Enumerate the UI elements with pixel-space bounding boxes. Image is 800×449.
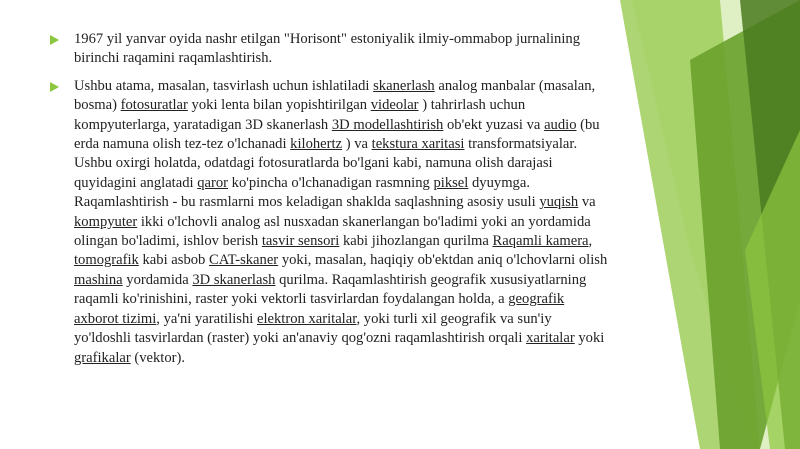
bullet-item [48, 30, 608, 69]
hyperlink[interactable]: xaritalar [526, 330, 575, 347]
text-segment: kabi asbob [138, 252, 209, 269]
text-segment: 1967 yil yanvar oyida nashr etilgan "Horisont" estoniyalik ilmiy-ommabop jurnalining birinchi raqamini raqamlashtirish. [74, 31, 580, 67]
text-segment: , [588, 233, 593, 250]
hyperlink[interactable]: tekstura xaritasi [371, 136, 465, 153]
text-segment: ) va [342, 136, 372, 153]
hyperlink[interactable]: kompyuter [74, 213, 138, 230]
hyperlink[interactable]: 3D modellashtirish [331, 116, 444, 133]
hyperlink[interactable]: piksel [433, 174, 469, 191]
text-segment: , yoki turli xil geografik va sun'iy yo'ldoshli tasvirlardan (raster) yoki an'anaviy qog'ozni raqamlashtirish orqali [74, 310, 552, 347]
hyperlink[interactable]: skanerlash [373, 77, 435, 94]
slide-text-body [48, 30, 608, 376]
text-segment: yordamida [122, 271, 193, 288]
hyperlink[interactable]: Raqamli kamera [492, 233, 589, 250]
text-segment: kabi jihozlangan qurilma [339, 233, 493, 250]
hyperlink[interactable]: geografik axborot tizimi [74, 291, 565, 327]
text-segment: ) tahrirlash uchun kompyuterlarga, yaratadigan 3D skanerlash [74, 97, 526, 133]
hyperlink[interactable]: grafikalar [74, 349, 131, 366]
bullet-text [74, 77, 608, 368]
hyperlink[interactable]: qaror [197, 174, 229, 191]
text-segment: ikki o'lchovli analog asl nusxadan skanerlangan bo'ladimi yoki an yordamida olingan bo'ladimi, ishlov berish [74, 213, 591, 250]
text-segment: analog manbalar (masalan, bosma) [74, 77, 596, 114]
hyperlink[interactable]: tomografik [74, 252, 139, 269]
deco-shape-mid [620, 0, 760, 449]
hyperlink[interactable]: fotosuratlar [120, 97, 188, 114]
text-segment: (bu erda namuna olish tez-tez o'lchanadi [74, 116, 600, 153]
deco-shape-light [632, 0, 800, 449]
text-segment: Ushbu atama, masalan, tasvirlash uchun ishlatiladi [74, 77, 374, 94]
bullet-arrow-icon [50, 82, 59, 92]
text-segment: dyuymga. Raqamlashtirish - bu rasmlarni mos keladigan shaklda saqlashning asosiy usuli [74, 174, 540, 211]
text-segment: yoki lenta bilan yopishtirilgan [187, 97, 371, 114]
hyperlink[interactable]: kilohertz [290, 136, 343, 153]
bullet-item [48, 77, 608, 368]
bullet-arrow-icon [50, 35, 59, 45]
text-segment: qurilma. Raqamlashtirish geografik xususiyatlarning raqamli ko'rinishini, raster yoki vektorli tasvirlardan foydalangan holda, a [74, 271, 587, 308]
hyperlink[interactable]: audio [544, 116, 577, 133]
text-segment: ob'ekt yuzasi va [443, 116, 545, 133]
hyperlink[interactable]: tasvir sensori [261, 233, 340, 250]
deco-shape-deep [740, 0, 800, 449]
text-segment: yoki [574, 330, 605, 347]
text-segment: transformatsiyalar. Ushbu oxirgi holatda, odatdagi fotosuratlarda bo'lgani kabi, namuna olish darajasi quyidagini anglatadi [74, 136, 578, 191]
hyperlink[interactable]: mashina [74, 271, 123, 288]
hyperlink[interactable]: 3D skanerlash [192, 271, 276, 288]
hyperlink[interactable]: elektron xaritalar [257, 310, 357, 327]
hyperlink[interactable]: videolar [370, 97, 419, 114]
text-segment: (vektor). [130, 349, 186, 366]
text-segment: , ya'ni yaratilishi [156, 310, 257, 327]
deco-shape-dark [690, 0, 800, 449]
text-segment: ko'pincha o'lchanadigan rasmning [228, 174, 434, 191]
bullet-text [74, 30, 608, 69]
hyperlink[interactable]: CAT-skaner [208, 252, 279, 269]
hyperlink[interactable]: yuqish [539, 194, 579, 211]
text-segment: va [578, 194, 596, 211]
text-segment: yoki, masalan, haqiqiy ob'ektdan aniq o'lchovlarni olish [278, 252, 608, 269]
deco-shape-accent [745, 130, 800, 449]
